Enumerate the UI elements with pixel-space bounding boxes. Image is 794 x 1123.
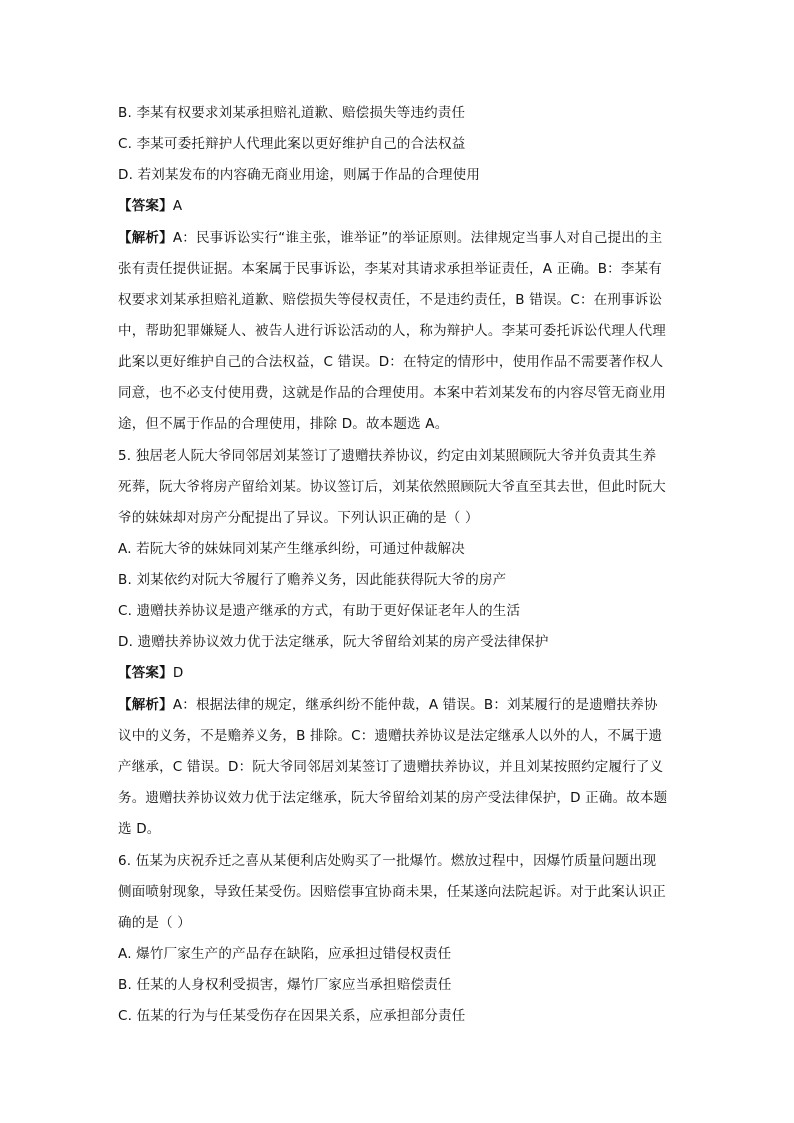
analysis-tag: 【解析】 [118, 230, 173, 246]
answer-tag: 【答案】 [118, 198, 173, 214]
q4-analysis-line: 张有责任提供证据。本案属于民事诉讼，李某对其请求承担举证责任，A 正确。B：李某有 [118, 261, 662, 277]
q4-analysis-line: 中，帮助犯罪嫌疑人、被告人进行诉讼活动的人，称为辩护人。李某可委托诉讼代理人代理 [118, 323, 666, 339]
q5-analysis-line: 议中的义务，不是赡养义务，B 排除。C：遗赠扶养协议是法定继承人以外的人，不属于遗 [118, 728, 663, 744]
answer-tag: 【答案】 [118, 665, 173, 681]
q5-analysis-line: 产继承，C 错误。D：阮大爷同邻居刘某签订了遗赠扶养协议，并且刘某按照约定履行了义 [118, 759, 664, 775]
q5-option-d: D. 遗赠扶养协议效力优于法定继承，阮大爷留给刘某的房产受法律保护 [118, 634, 549, 650]
q5-analysis-line: 选 D。 [118, 821, 161, 837]
q5-stem-line: 5. 独居老人阮大爷同邻居刘某签订了遗赠扶养协议，约定由刘某照顾阮大爷并负责其生养 [118, 448, 657, 464]
q4-option-b: B. 李某有权要求刘某承担赔礼道歉、赔偿损失等违约责任 [118, 105, 466, 121]
q6-stem-line: 侧面喷射现象，导致任某受伤。因赔偿事宜协商未果，任某遂向法院起诉。对于此案认识正 [118, 884, 666, 900]
q4-analysis-line [118, 230, 684, 246]
q4-analysis-line: 同意，也不必支付使用费，这就是作品的合理使用。本案中若刘某发布的内容尽管无商业用 [118, 385, 666, 401]
answer-value: D [172, 665, 184, 681]
q5-answer [118, 665, 684, 681]
q6-option-b: B. 任某的人身权利受损害，爆竹厂家应当承担赔偿责任 [118, 977, 452, 993]
q5-option-a: A. 若阮大爷的妹妹同刘某产生继承纠纷，可通过仲裁解决 [118, 541, 465, 557]
q4-analysis-line: 此案以更好维护自己的合法权益，C 错误。D：在特定的情形中，使用作品不需要著作权人 [118, 354, 664, 370]
analysis-tag: 【解析】 [118, 697, 173, 713]
q6-option-c: C. 伍某的行为与任某受伤存在因果关系，应承担部分责任 [118, 1008, 466, 1024]
q6-stem-line: 6. 伍某为庆祝乔迁之喜从某便利店处购买了一批爆竹。燃放过程中，因爆竹质量问题出现 [118, 853, 657, 869]
q4-option-d: D. 若刘某发布的内容确无商业用途，则属于作品的合理使用 [118, 167, 481, 183]
analysis-text: A：民事诉讼实行“谁主张，谁举证”的举证原则。法律规定当事人对自己提出的主 [172, 230, 663, 246]
q4-answer [118, 198, 684, 214]
q5-analysis-line [118, 697, 684, 713]
q5-stem-line: 爷的妹妹却对房产分配提出了异议。下列认识正确的是（ ） [118, 510, 479, 526]
q4-option-c: C. 李某可委托辩护人代理此案以更好维护自己的合法权益 [118, 136, 466, 152]
q5-stem-line: 死葬，阮大爷将房产留给刘某。协议签订后，刘某依然照顾阮大爷直至其去世，但此时阮大 [118, 479, 666, 495]
q5-option-b: B. 刘某依约对阮大爷履行了赡养义务，因此能获得阮大爷的房产 [118, 572, 507, 588]
q6-option-a: A. 爆竹厂家生产的产品存在缺陷，应承担过错侵权责任 [118, 946, 452, 962]
analysis-text: A：根据法律的规定，继承纠纷不能仲裁，A 错误。B：刘某履行的是遗赠扶养协 [172, 697, 658, 713]
q5-analysis-line: 务。遗赠扶养协议效力优于法定继承，阮大爷留给刘某的房产受法律保护，D 正确。故本题 [118, 790, 668, 806]
q6-stem-line: 确的是（ ） [118, 915, 191, 931]
answer-value: A [172, 198, 183, 214]
q4-analysis-line: 途，但不属于作品的合理使用，排除 D。故本题选 A。 [118, 416, 449, 432]
q5-option-c: C. 遗赠扶养协议是遗产继承的方式，有助于更好保证老年人的生活 [118, 603, 521, 619]
q4-analysis-line: 权要求刘某承担赔礼道歉、赔偿损失等侵权责任，不是违约责任，B 错误。C：在刑事诉讼 [118, 292, 663, 308]
